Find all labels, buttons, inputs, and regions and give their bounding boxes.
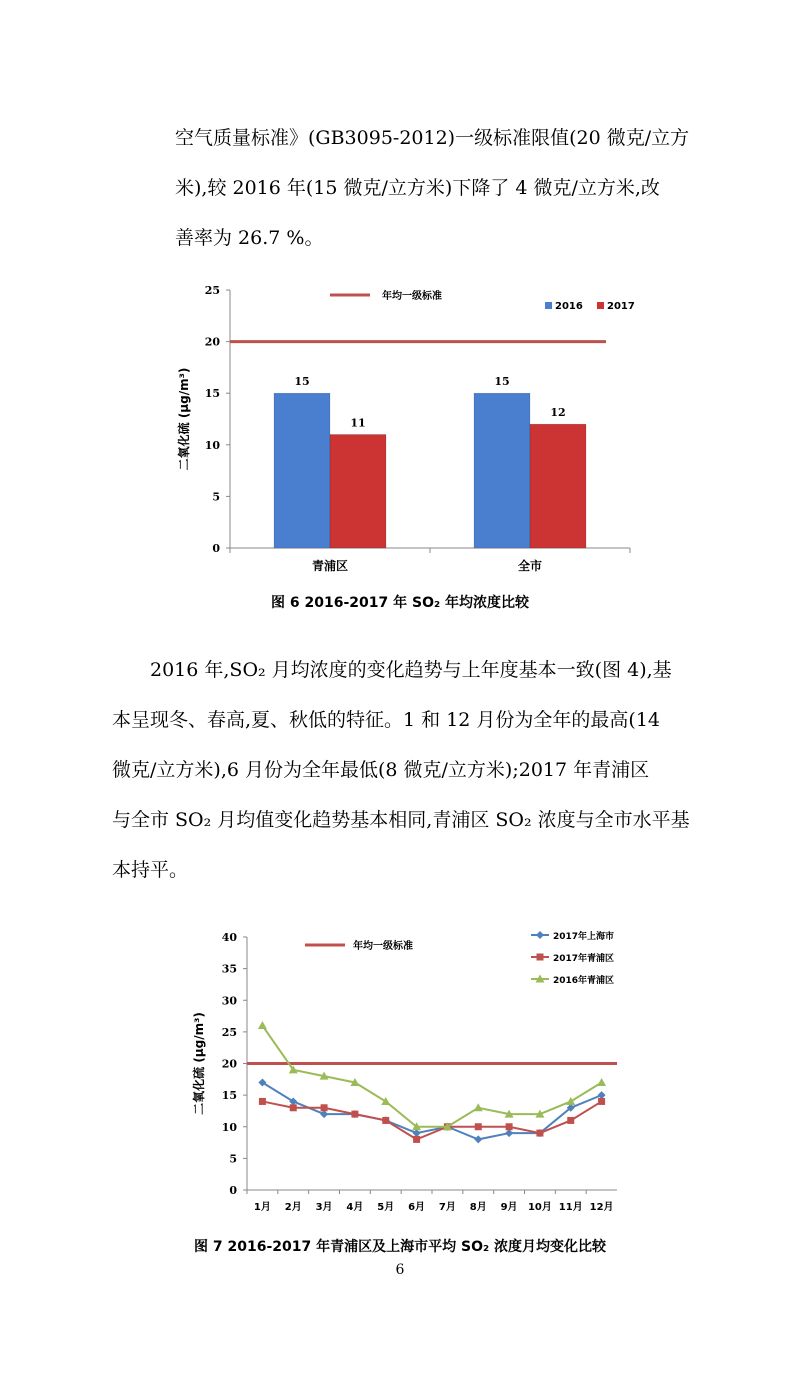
paragraph-1	[175, 113, 695, 263]
data-point-2017年上海市	[598, 1091, 606, 1099]
data-point-2017年青浦区	[506, 1123, 513, 1130]
bar-2016-全市	[474, 393, 530, 548]
x-category-label: 6月	[408, 1202, 426, 1213]
legend-label-2017: 2017	[607, 301, 635, 312]
x-category-label: 8月	[469, 1202, 487, 1213]
x-category-label: 9月	[500, 1202, 518, 1213]
data-point-2017年上海市	[320, 1110, 328, 1118]
data-point-2017年青浦区	[413, 1136, 420, 1143]
data-point-2017年青浦区	[290, 1104, 297, 1111]
legend-marker-2017年上海市	[536, 931, 544, 939]
paragraph-2-line: 本呈现冬、春高,夏、秋低的特征。1 和 12 月份为全年的最高(14	[112, 709, 661, 731]
paragraph-2-line: 本持平。	[112, 859, 189, 881]
legend-label-reference: 年均一级标准	[353, 941, 413, 952]
data-point-2017年上海市	[413, 1129, 421, 1137]
data-point-2017年青浦区	[259, 1098, 266, 1105]
y-tick-label: 0	[229, 1184, 237, 1197]
legend-label-2016: 2016	[555, 301, 583, 312]
figure-7-caption: 图 7 2016-2017 年青浦区及上海市平均 SO₂ 浓度月均变化比较	[194, 1239, 606, 1255]
figure-6-caption: 图 6 2016-2017 年 SO₂ 年均浓度比较	[271, 595, 529, 611]
x-category-label: 1月	[253, 1202, 271, 1213]
y-tick-label: 0	[212, 542, 220, 555]
data-point-2016年青浦区	[258, 1021, 267, 1029]
data-point-2017年青浦区	[598, 1098, 605, 1105]
data-point-2017年上海市	[505, 1129, 513, 1137]
data-point-2017年青浦区	[351, 1111, 358, 1118]
legend-label-reference: 年均一级标准	[382, 291, 442, 302]
data-point-2017年青浦区	[321, 1104, 328, 1111]
legend-swatch-2016	[545, 302, 552, 309]
y-tick-label: 20	[204, 335, 220, 349]
y-tick-label: 40	[221, 931, 237, 944]
y-tick-label: 5	[212, 490, 220, 504]
paragraph-2-line-text: 2016 年,SO₂ 月均浓度的变化趋势与上年度基本一致(图 4),基	[150, 659, 672, 681]
paragraph-2-line: 微克/立方米),6 月份为全年最低(8 微克/立方米);2017 年青浦区	[112, 759, 650, 781]
x-category-label: 11月	[558, 1202, 583, 1213]
paragraph-2-line: 与全市 SO₂ 月均值变化趋势基本相同,青浦区 SO₂ 浓度与全市水平基	[112, 809, 690, 831]
y-axis-label: 二氧化硫 (μg/m³)	[192, 1012, 206, 1115]
bar-value-label: 15	[494, 375, 510, 389]
bar-2017-全市	[530, 424, 586, 548]
legend-swatch-2017	[597, 302, 604, 309]
x-category-label: 2月	[284, 1202, 302, 1213]
legend-label-2017年上海市: 2017年上海市	[553, 932, 615, 942]
y-tick-label: 30	[221, 994, 237, 1008]
figure-6-bar-chart	[170, 280, 650, 580]
legend-marker-2017年青浦区	[537, 954, 544, 961]
series-line-2016年青浦区	[262, 1026, 601, 1127]
paragraph-1-line: 善率为 26.7 %。	[175, 227, 324, 249]
y-tick-label: 5	[229, 1152, 237, 1166]
x-category-label: 10月	[527, 1202, 552, 1213]
bar-value-label: 11	[350, 416, 366, 430]
data-point-2017年青浦区	[475, 1123, 482, 1130]
data-point-2016年青浦区	[566, 1097, 575, 1105]
legend-label-2016年青浦区: 2016年青浦区	[553, 976, 615, 986]
paragraph-2	[112, 645, 692, 895]
series-line-2017年青浦区	[262, 1101, 601, 1139]
x-category-label: 7月	[438, 1202, 456, 1213]
x-category-label: 青浦区	[311, 559, 349, 573]
x-category-label: 4月	[346, 1202, 364, 1213]
bar-2016-青浦区	[274, 393, 330, 548]
y-tick-label: 10	[204, 438, 220, 452]
y-tick-label: 15	[221, 1089, 237, 1103]
data-point-2017年青浦区	[536, 1130, 543, 1137]
paragraph-1-line: 空气质量标准》(GB3095-2012)一级标准限值(20 微克/立方	[175, 127, 690, 149]
data-point-2017年青浦区	[382, 1117, 389, 1124]
data-point-2017年上海市	[474, 1135, 482, 1143]
series-line-2017年上海市	[262, 1082, 601, 1139]
legend-label-2017年青浦区: 2017年青浦区	[553, 954, 615, 964]
data-point-2016年青浦区	[597, 1078, 606, 1086]
data-point-2016年青浦区	[474, 1103, 483, 1111]
x-category-label: 12月	[589, 1202, 614, 1213]
x-category-label: 5月	[377, 1202, 395, 1213]
bar-2017-青浦区	[330, 434, 386, 548]
y-tick-label: 25	[221, 1025, 237, 1039]
bar-value-label: 12	[550, 406, 566, 420]
page-number: 6	[395, 1262, 405, 1278]
y-tick-label: 15	[204, 387, 220, 401]
data-point-2016年青浦区	[381, 1097, 390, 1105]
y-axis-label: 二氧化硫 (μg/m³)	[177, 367, 191, 471]
x-category-label: 全市	[517, 559, 543, 573]
data-point-2017年青浦区	[567, 1117, 574, 1124]
bar-value-label: 15	[294, 375, 310, 389]
y-tick-label: 25	[204, 284, 220, 297]
paragraph-1-line: 米),较 2016 年(15 微克/立方米)下降了 4 微克/立方米,改	[175, 177, 660, 199]
y-tick-label: 10	[221, 1120, 237, 1134]
y-tick-label: 35	[221, 962, 237, 976]
figure-7-line-chart	[185, 925, 635, 1225]
y-tick-label: 20	[221, 1057, 237, 1071]
paragraph-2-line	[112, 645, 692, 695]
x-category-label: 3月	[315, 1202, 333, 1213]
